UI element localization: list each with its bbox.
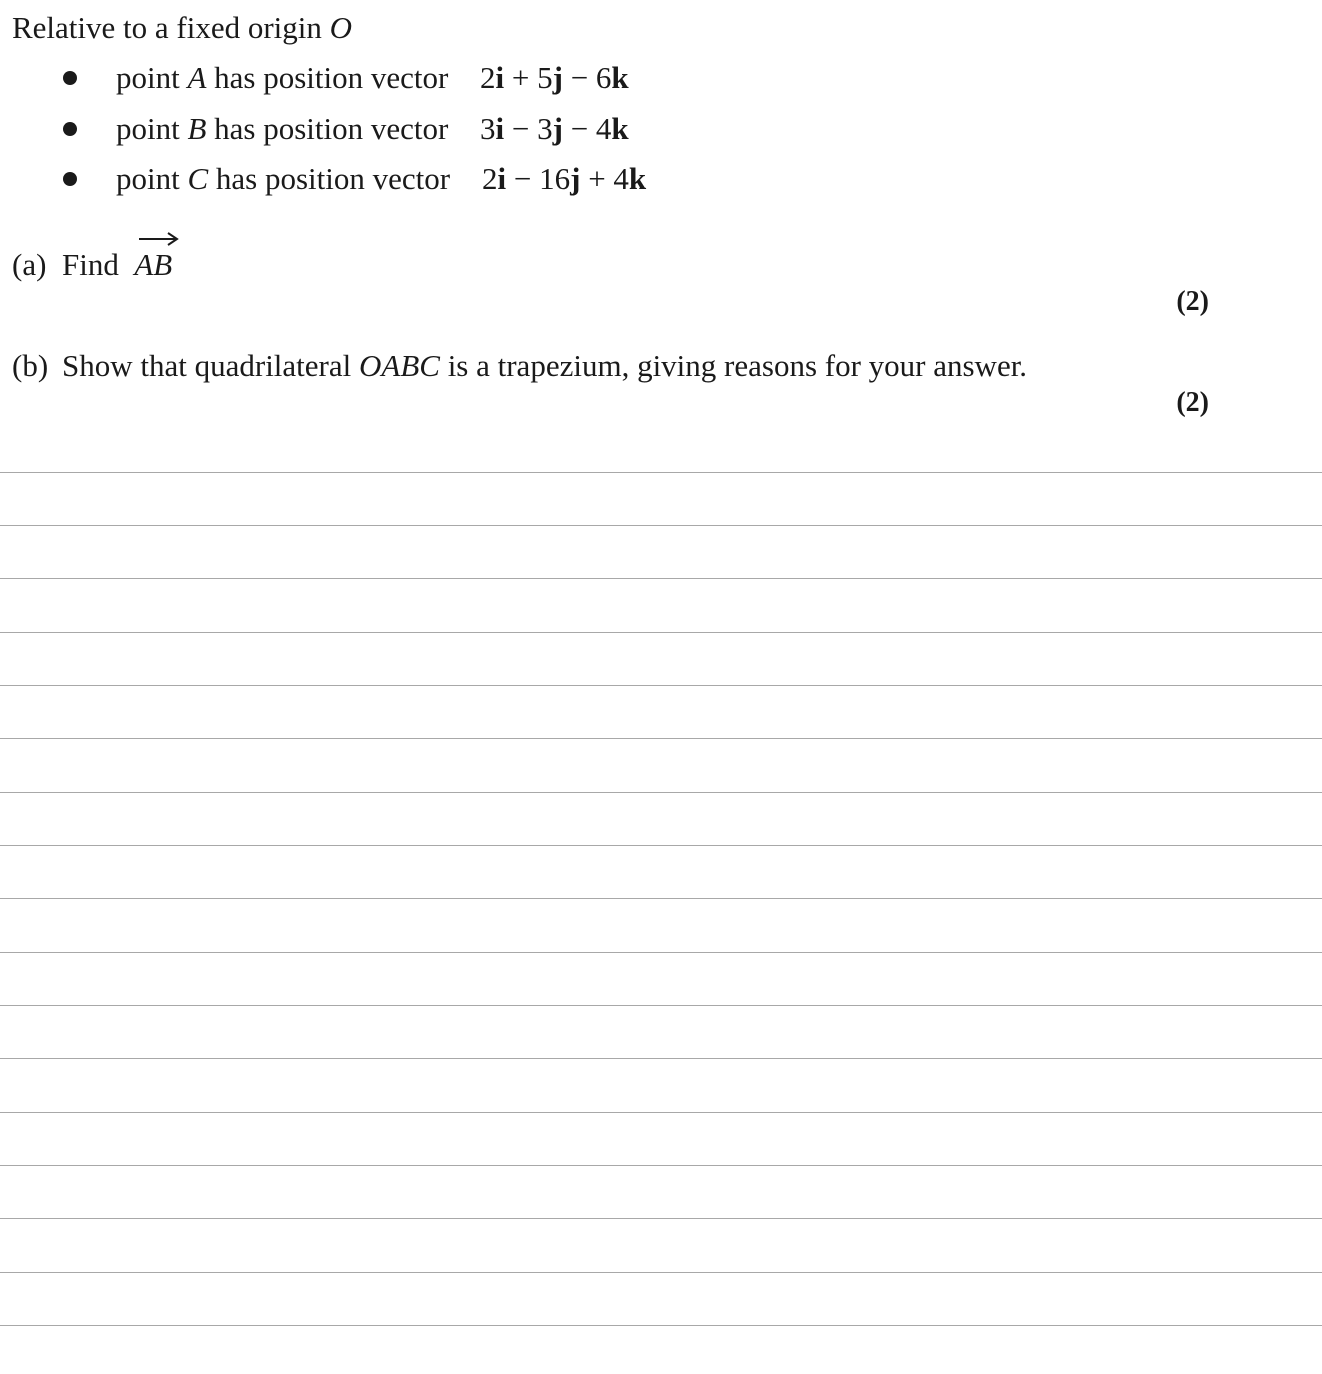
part-a-label: (a) bbox=[12, 247, 47, 282]
bullet-text: point B has position vector bbox=[116, 111, 449, 146]
position-vector-a: 2i + 5j − 6k bbox=[480, 60, 629, 95]
answer-line[interactable] bbox=[0, 898, 1322, 899]
answer-line[interactable] bbox=[0, 472, 1322, 473]
answer-line[interactable] bbox=[0, 685, 1322, 686]
answer-line[interactable] bbox=[0, 792, 1322, 793]
part-b-marks: (2) bbox=[1176, 387, 1209, 418]
bullet-text: point A has position vector bbox=[116, 60, 449, 95]
bullet-icon bbox=[63, 71, 77, 85]
vector-arrow-icon bbox=[138, 231, 180, 247]
answer-line[interactable] bbox=[0, 1005, 1322, 1006]
answer-line[interactable] bbox=[0, 1272, 1322, 1273]
origin-label: O bbox=[329, 10, 353, 45]
answer-line[interactable] bbox=[0, 952, 1322, 953]
position-vector-c: 2i − 16j + 4k bbox=[482, 161, 647, 196]
bullet-icon bbox=[63, 122, 77, 136]
bullet-icon bbox=[63, 172, 77, 186]
vector-ab: AB bbox=[134, 245, 172, 285]
question-intro bbox=[12, 8, 352, 48]
part-b-question bbox=[12, 346, 1028, 386]
answer-line[interactable] bbox=[0, 1165, 1322, 1166]
answer-line[interactable] bbox=[0, 632, 1322, 633]
answer-line[interactable] bbox=[0, 1112, 1322, 1113]
bullet-text: point C has position vector bbox=[116, 161, 451, 196]
answer-line[interactable] bbox=[0, 525, 1322, 526]
part-b-text: Show that quadrilateral OABC is a trapezium, giving reasons for your answer. bbox=[62, 348, 1028, 383]
answer-line[interactable] bbox=[0, 738, 1322, 739]
answer-line[interactable] bbox=[0, 1218, 1322, 1219]
answer-line[interactable] bbox=[0, 845, 1322, 846]
part-b-label: (b) bbox=[12, 348, 49, 383]
answer-line[interactable] bbox=[0, 578, 1322, 579]
intro-text: Relative to a fixed origin bbox=[12, 10, 322, 45]
part-a-question bbox=[12, 245, 173, 285]
answer-line[interactable] bbox=[0, 1325, 1322, 1326]
answer-line[interactable] bbox=[0, 1058, 1322, 1059]
part-a-marks: (2) bbox=[1176, 286, 1209, 317]
position-vector-b: 3i − 3j − 4k bbox=[480, 111, 629, 146]
part-a-text: Find AB bbox=[62, 245, 172, 285]
